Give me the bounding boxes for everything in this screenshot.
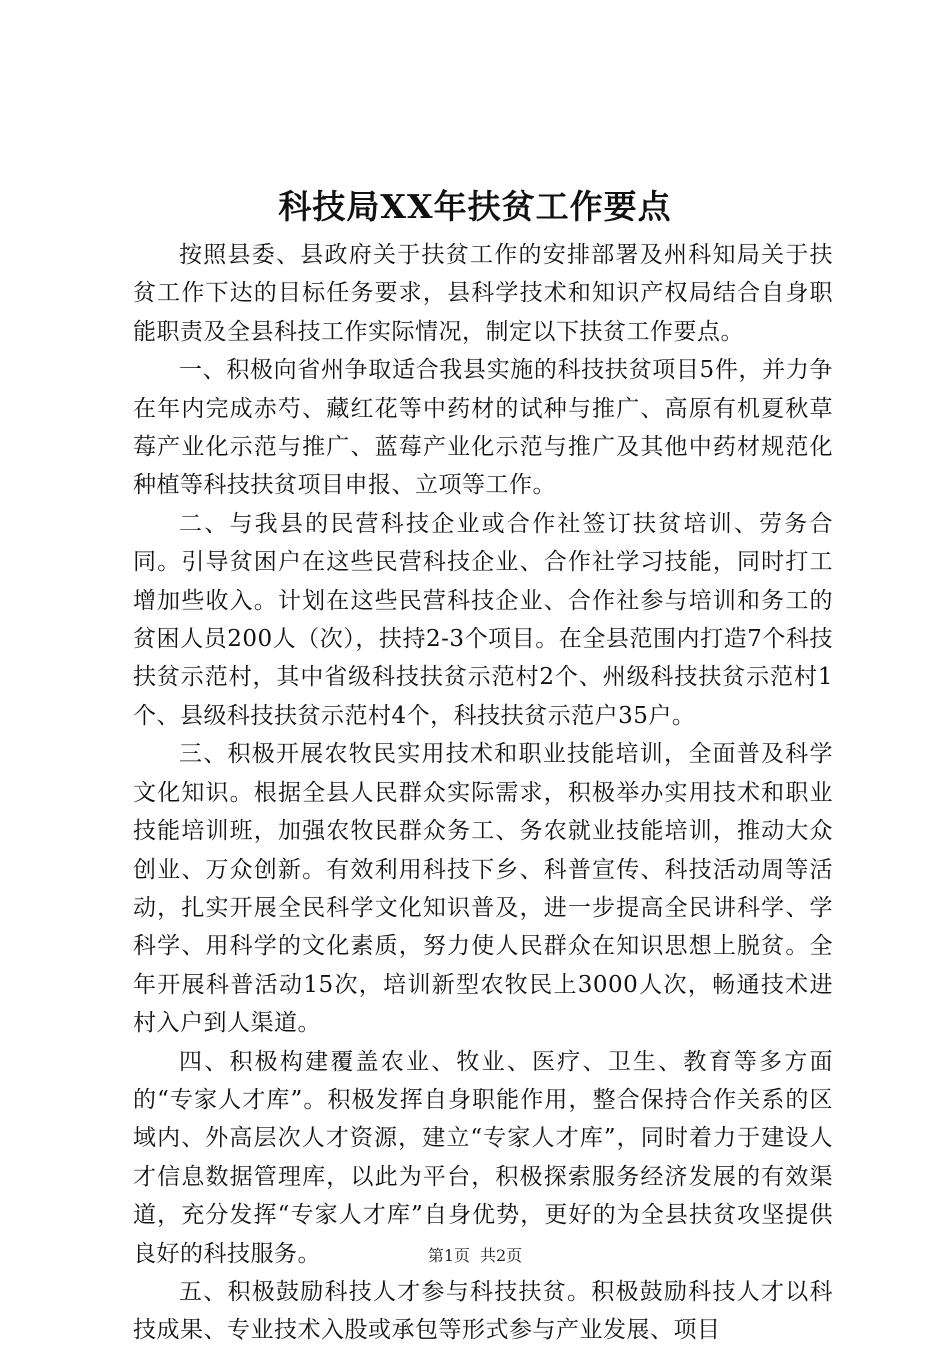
- page-total: 共2页: [480, 1246, 523, 1265]
- paragraph-item-3: 三、积极开展农牧民实用技术和职业技能培训，全面普及科学文化知识。根据全县人民群众实际需求，积极举办实用技术和职业技能培训班，加强农牧民群众务工、务农就业技能培训，推动大众创业、万众创新。有效利用科技下乡、科普宣传、科技活动周等活动，扎实开展全民科学文化知识普及，进一步提高全民讲科学、学科学、用科学的文化素质，努力使人民群众在知识思想上脱贫。全年开展科普活动15次，培训新型农牧民上3000人次，畅通技术进村入户到人渠道。: [133, 741, 833, 1037]
- paragraph-intro: 按照县委、县政府关于扶贫工作的安排部署及州科知局关于扶贫工作下达的目标任务要求，县科学技术和知识产权局结合自身职能职责及全县科技工作实际情况，制定以下扶贫工作要点。: [133, 242, 833, 345]
- paragraph-item-5: 五、积极鼓励科技人才参与科技扶贫。积极鼓励科技人才以科技成果、专业技术入股或承包等形式参与产业发展、项目: [133, 1278, 833, 1344]
- page-footer: [0, 1244, 950, 1268]
- document-title: 科技局XX年扶贫工作要点: [278, 187, 672, 226]
- document-body: [133, 236, 833, 1350]
- page-number: 第1页: [427, 1246, 470, 1265]
- paragraph-item-2: 二、与我县的民营科技企业或合作社签订扶贫培训、劳务合同。引导贫困户在这些民营科技企业、合作社学习技能，同时打工增加些收入。计划在这些民营科技企业、合作社参与培训和务工的贫困人员200人（次），扶持2-3个项目。在全县范围内打造7个科技扶贫示范村，其中省级科技扶贫示范村2个、州级科技扶贫示范村1个、县级科技扶贫示范村4个，科技扶贫示范户35户。: [133, 510, 833, 729]
- paragraph-item-4: 四、积极构建覆盖农业、牧业、医疗、卫生、教育等多方面的“专家人才库”。积极发挥自身职能作用，整合保持合作关系的区域内、外高层次人才资源，建立“专家人才库”，同时着力于建设人才信息数据管理库，以此为平台，积极探索服务经济发展的有效渠道，充分发挥“专家人才库”自身优势，更好的为全县扶贫攻坚提供良好的科技服务。: [133, 1048, 833, 1267]
- paragraph-item-1: 一、积极向省州争取适合我县实施的科技扶贫项目5件，并力争在年内完成赤芍、藏红花等中药材的试种与推广、高原有机夏秋草莓产业化示范与推广、蓝莓产业化示范与推广及其他中药材规范化种植等科技扶贫项目申报、立项等工作。: [133, 357, 833, 499]
